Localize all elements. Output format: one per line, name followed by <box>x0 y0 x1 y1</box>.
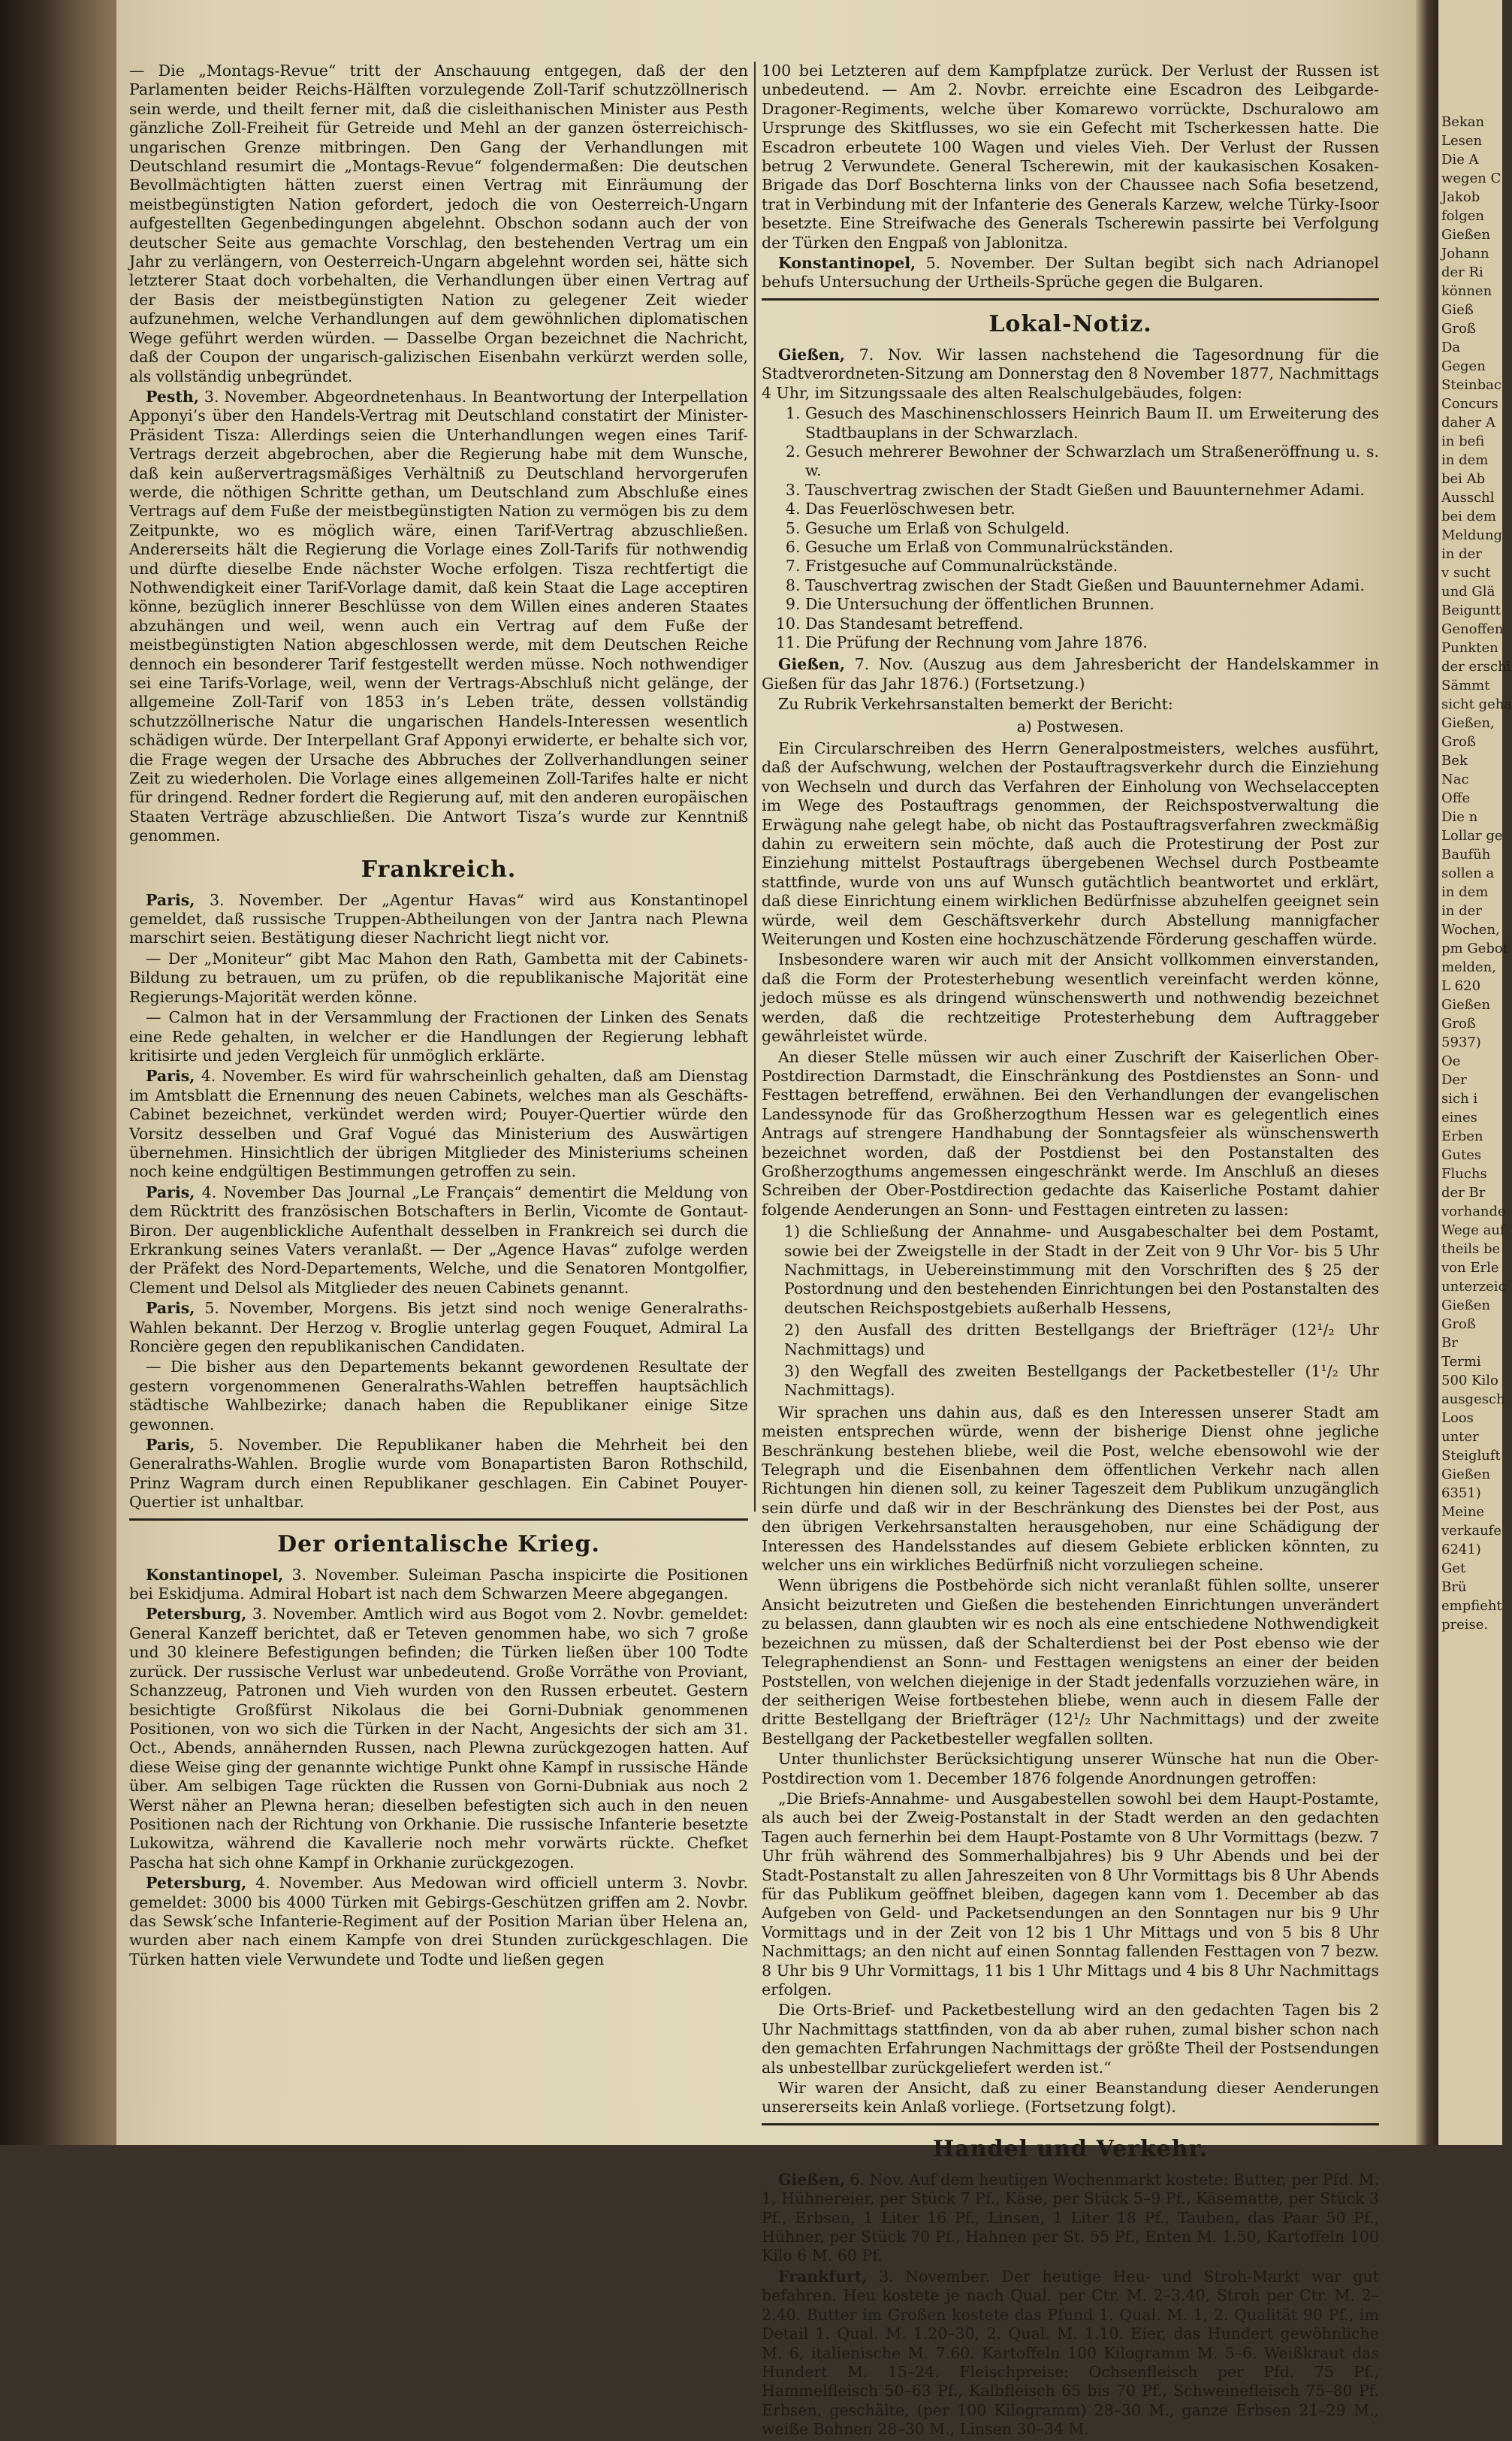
adjacent-page-fragment: können <box>1441 283 1492 299</box>
pesth-report <box>129 388 748 846</box>
adjacent-page-fragment: ausgesch <box>1441 1391 1505 1407</box>
adjacent-page-fragment: Lesen <box>1441 133 1483 149</box>
agenda-item: 7. Fristgesuche auf Communalrückstände. <box>805 557 1379 576</box>
adjacent-page-fragment: Get <box>1441 1560 1466 1576</box>
agenda-item: 4. Das Feuerlöschwesen betr. <box>805 500 1379 518</box>
adjacent-page-fragment: Brü <box>1441 1579 1467 1595</box>
agenda-item: 10. Das Standesamt betreffend. <box>805 615 1379 633</box>
dateline-place: Konstantinopel, <box>778 254 916 273</box>
adjacent-page-fragment: Wege auf <box>1441 1222 1505 1238</box>
dateline-place: Paris, <box>146 890 195 909</box>
adjacent-page-fragment: in befi <box>1441 434 1485 449</box>
dateline-place: Petersburg, <box>146 1874 247 1893</box>
adjacent-page-fragment: Genoffen <box>1441 621 1504 637</box>
adjacent-page-fragment: pm Gebot <box>1441 941 1508 956</box>
adjacent-page-fragment: 6241) <box>1441 1542 1481 1557</box>
paris-report-4 <box>129 1067 748 1181</box>
adjacent-page-fragment: Bekan <box>1441 114 1485 130</box>
adjacent-page-fragment: Die A <box>1441 152 1479 168</box>
dateline-place: Paris, <box>146 1299 195 1318</box>
adjacent-page-fragment: Gießen <box>1441 997 1491 1013</box>
adjacent-page-fragment: Meine <box>1441 1504 1485 1520</box>
adjacent-page-fragment: sicht geha <box>1441 696 1512 712</box>
post-sub-item: 2) den Ausfall des dritten Bestellgangs der Briefträger (12¹/₂ Uhr Nachmittags) und <box>784 1321 1379 1358</box>
adjacent-page-fragment: bei dem <box>1441 509 1496 524</box>
report-text: 3. November. Amtlich wird aus Bogot vom 2. Novbr. gemeldet: General Kanzeff berichtet, daß er Teteven genommen habe, wo sich 7 große und 30 kleinere Befestigungen befinden; die Türken ließen über 100 Todte zurück. Der russische Verlust war unbedeutend. Große Vorräthe von Proviant, Schanzzeug, Patronen und Vieh wurden von den Russen erbeutet. Gestern besichtigte Großfürst Nikolaus die bei Gorni-Dubniak genommenen Positionen, von wo sich die Türken in der Nacht, Angesichts der sich am 31. Oct., Abends, annähernden Russen, nach Plewna zurückgezogen hatten. Auf diese Weise ging der genannte wichtige Punkt ohne Kampf in russische Hände über. Am selbigen Tage rückten die Russen von Gorni-Dubniak aus noch 2 Werst näher an Plewna heran; dieselben befestigten sich auch in den neuen Positionen nach der Richtung von Orkhanie. Die russische Infanterie besetzte Lukowitza, während die Kavallerie noch mehr vorwärts rückte. Chefket Pascha hat sich ohne Kampf in Orkhanie zurückgezogen. <box>129 1605 748 1872</box>
adjacent-page-fragment: Gießen <box>1441 227 1491 243</box>
report-text: 3. November. Der „Agentur Havas“ wird aus Konstantinopel gemeldet, daß russische Truppen-Abtheilungen von der Jantra nach Plewna marschirt seien. Bestätigung dieser Nachricht liegt nicht vor. <box>129 890 748 947</box>
agenda-item: 3. Tauschvertrag zwischen der Stadt Gießen und Bauunternehmer Adami. <box>805 481 1379 500</box>
dateline-place: Paris, <box>146 1183 195 1201</box>
giessen-market-report <box>762 2171 1379 2266</box>
adjacent-page-fragment: Jakob <box>1441 189 1480 205</box>
adjacent-page-fragment: daher A <box>1441 415 1495 430</box>
adjacent-page-fragment: der erschi <box>1441 659 1511 675</box>
agenda-item: 2. Gesuch mehrerer Bewohner der Schwarzlach um Straßeneröffnung u. s. w. <box>805 443 1379 481</box>
adjacent-page-fragment: unterzeic <box>1441 1279 1506 1295</box>
adjacent-page-fragment: Nac <box>1441 772 1469 787</box>
dateline-place: Paris, <box>146 1067 195 1086</box>
subheading-postwesen: a) Postwesen. <box>1016 717 1124 736</box>
adjacent-page-fragment: Gießen <box>1441 1467 1491 1482</box>
paris-report-2: — Der „Moniteur“ gibt Mac Mahon den Rath, Gambetta mit der Cabinets-Bildung zu betrauen, um zu prüfen, ob die republikanische Majorität eine Regierungs-Majorität werden könne. <box>129 949 748 1006</box>
adjacent-page-fragment: Termi <box>1441 1354 1481 1370</box>
adjacent-page-fragment: Gießen <box>1441 1298 1491 1313</box>
adjacent-page-fragment: 500 Kilo <box>1441 1373 1498 1388</box>
dateline-place: Petersburg, <box>146 1605 247 1624</box>
adjacent-page-fragment: Sämmt <box>1441 678 1490 693</box>
post-paragraph-4: Wir sprachen uns dahin aus, daß es den Interessen unserer Stadt am meisten entsprechen würde, wenn der bisherige Dienst ohne jegliche Beschränkung bestehen bliebe, weil die Post, welche ebensowohl wie der Telegraph und die Eisenbahnen dem öffentlichen Verkehr nach allen Richtungen hin dienen soll, zu keiner Tageszeit dem Publikum unzugänglich sein dürfe und daß wir in der Beschränkung des Dienstes bei der Post, aus den übrigen Verkehrsanstalten herausgehoben, nur eine Schädigung der Interessen des Handelsstandes auf diesem Gebiete erblicken könnten, zu welcher uns ein wirkliches Bedürfniß nicht vorzuliegen scheine. <box>762 1403 1379 1575</box>
adjacent-page-fragment: Die n <box>1441 809 1478 825</box>
paris-report-5 <box>129 1183 748 1298</box>
paris-report-8 <box>129 1436 748 1512</box>
section-heading-local: Lokal-Notiz. <box>988 310 1152 337</box>
right-column <box>762 62 1379 2441</box>
report-text: 3. November. Suleiman Pascha inspicirte die Positionen bei Eskidjuma. Admiral Hobart ist nach dem Schwarzen Meere abgegangen. <box>129 1565 748 1603</box>
post-quote-2: Die Orts-Brief- und Packetbestellung wird an den gedachten Tagen bis 2 Uhr Nachmittags stattfinden, von da ab aber ruhen, zumal bisher schon nach den gemachten Erfahrungen Nachmittags der größte Theil der Postsendungen als unbestellbar zurückgeliefert werden ist.“ <box>762 2001 1379 2077</box>
report-text: 4. November Das Journal „Le Français“ dementirt die Meldung von dem Rücktritt des französischen Botschafters in Berlin, Vicomte de Gontaut-Biron. Der augenblickliche Aufenthalt desselben in Frankreich sei durch die Erkrankung seines Vaters veranlaßt. — Der „Agence Havas“ zufolge werden der Präfekt des Nord-Departements, Welche, und die Senatoren Montgolfier, Clement und Delsol als Mitglieder des neuen Cabinets genannt. <box>129 1183 748 1297</box>
adjacent-page-fragment: der Ri <box>1441 264 1483 280</box>
report-text: 7. Nov. (Auszug aus dem Jahresbericht der Handelskammer in Gießen für das Jahr 1876.) (Fortsetzung.) <box>762 655 1379 693</box>
chamber-report-intro <box>762 655 1379 693</box>
adjacent-page-fragment: preise. <box>1441 1617 1489 1633</box>
post-paragraph-5: Wenn übrigens die Postbehörde sich nicht veranlaßt fühlen sollte, unserer Ansicht beizutreten und Gießen die bestehenden Einrichtungen unverändert zu belassen, dann glaubten wir es noch als eine entschiedene Nothwendigkeit bezeichnen zu müssen, daß der Schalterdienst bei der Post ebenso wie der Telegraphendienst an Sonn- und Festtagen wenigstens an einer der beiden Poststellen, von welchen diejenige in der Stadt jedenfalls vorzuziehen wäre, in der seitherigen Weise fortbestehen bliebe, wenn auch in diesem Falle der dritte Bestellgang der Briefträger (12¹/₂ Uhr Nachmittags) und der zweite Bestellgang der Packetbesteller wegfallen sollten. <box>762 1576 1379 1748</box>
adjacent-page-fragment: verkaufe <box>1441 1523 1501 1539</box>
council-agenda-intro <box>762 346 1379 403</box>
post-sub-item: 3) den Wegfall des zweiten Bestellgangs der Packetbesteller (1¹/₂ Uhr Nachmittags). <box>784 1362 1379 1400</box>
agenda-item: 11. Die Prüfung der Rechnung vom Jahre 1876. <box>805 633 1379 652</box>
adjacent-page-fragment: Oe <box>1441 1053 1461 1069</box>
agenda-item: 9. Die Untersuchung der öffentlichen Brunnen. <box>805 595 1379 614</box>
adjacent-page-fragment: vorhande <box>1441 1204 1506 1219</box>
adjacent-page-fragment: Gegen <box>1441 358 1486 374</box>
adjacent-page-fragment: theils be <box>1441 1241 1501 1257</box>
adjacent-page-edge <box>1438 0 1512 2145</box>
adjacent-page-fragment: in der <box>1441 546 1482 562</box>
dateline-place: Konstantinopel, <box>146 1565 284 1584</box>
adjacent-page-fragment: melden, <box>1441 959 1496 975</box>
agenda-list <box>762 404 1379 652</box>
report-text: 7. Nov. Wir lassen nachstehend die Tagesordnung für die Stadtverordneten-Sitzung am Donnerstag den 8 November 1877, Nachmittags 4 Uhr, im Sitzungssaale des alten Realschulgebäudes, folgen: <box>762 345 1379 402</box>
post-sub-item: 1) die Schließung der Annahme- und Ausgabeschalter bei dem Postamt, sowie bei der Zweigstelle in der Stadt in der Zeit von 9 Uhr Vor- bis 5 Uhr Nachmittags, in Uebereinstimmung mit den Vorschriften des § 25 der Postordnung und den bestehenden Einrichtungen bei den Postanstalten des deutschen Reichspostgebiets außerhalb Hessens, <box>784 1222 1379 1317</box>
agenda-item: 6. Gesuche um Erlaß von Communalrückständen. <box>805 538 1379 557</box>
report-text: 3. November. Abgeordnetenhaus. In Beantwortung der Interpellation Apponyi’s über den Handels-Vertrag mit Deutschland constatirt der Minister-Präsident Tisza: Allerdings seien die Unterhandlungen wegen eines Tarif-Vertrags derzeit abgebrochen, aber die Regierung habe mit dem Wunsche, daß kein außervertragsmäßiges Verhältniß zu Deutschland hervorgerufen werde, die nöthigen Schritte gethan, um Deutschland zum Abschluße eines Vertrags auf dem Fuße der meistbegünstigten Nation zu vermögen bis zu dem Zeitpunkte, wo es möglich wäre, einen Tarif-Vertrag abzuschließen. Andererseits hält die Regierung die Vorlage eines Zoll-Tarifs für nothwendig und dürfte dieselbe Ende nächster Woche erfolgen. Tisza rechtfertigt die Nothwendigkeit einer Tarif-Vorlage damit, daß kein Staat die Lage acceptiren könne, bezüglich innerer Beschlüsse von dem Willen eines anderen Staates abzuhängen und weil, wenn auch ein Vertrag auf dem Fuße der meistbegünstigten Nation abgeschlossen werde, mit dem Deutschen Reiche dennoch ein besonderer Tarif festgestellt werden müsse. Noch nothwendiger sei eine Tarifs-Vorlage, weil, wenn der Vertrags-Abschluß nicht gelänge, der allgemeine Zoll-Tarif von 1853 in’s Leben träte, dessen vollständig schutzzöllnerische Natur die ungarischen Handels-Interessen wesentlich schädigen würde. Der Interpellant Graf Apponyi erwiderte, er behalte sich vor, die Frage wegen der Ursache des Abbruches der Zollverhandlungen seiner Zeit zu wiederholen. Die Vorlage eines allgemeinen Zoll-Tarifes halte er nicht für dringend. Redner fordert die Regierung auf, mit den anderen europäischen Staaten Verträge abzuschließen. Die Antwort Tisza’s wurde zur Kenntniß genommen. <box>129 387 748 845</box>
adjacent-page-fragment: Erben <box>1441 1128 1483 1144</box>
section-divider <box>762 298 1379 301</box>
post-quote-1: „Die Briefs-Annahme- und Ausgabestellen sowohl bei dem Haupt-Postamte, als auch bei der Zweig-Postanstalt in der Stadt werden an den gedachten Tagen auch fernerhin bei dem Haupt-Postamte von 8 Uhr Vormittags (bezw. 7 Uhr früh während des Sommerhalbjahres) bis 9 Uhr Abends und bei der Stadt-Postanstalt zu allen Jahreszeiten von 8 Uhr Vormittags bis 8 Uhr Abends für das Publikum geöffnet bleiben, dagegen kann vom 1. December ab das Aufgeben von Geld- und Packetsendungen an den Sonntagen nur bis 9 Uhr Vormittags und in der Zeit von 12 bis 1 Uhr Mittags und von 5 bis 8 Uhr Nachmittags; an den nicht auf einen Sonntag fallenden Festtagen von 7 bezw. 8 Uhr bis 9 Uhr Vormittags, 11 bis 1 Uhr Mittags und 4 bis 8 Uhr Nachmittags erfolgen. <box>762 1789 1379 1998</box>
paris-report-3: — Calmon hat in der Versammlung der Fractionen der Linken des Senats eine Rede gehalten, in welcher er die Handlungen der Regierung lebhaft kritisirte und jeden Vergleich für unmöglich erklärte. <box>129 1008 748 1065</box>
adjacent-page-fragment: und Glä <box>1441 584 1495 600</box>
adjacent-page-fragment: Beiguntt <box>1441 603 1501 618</box>
adjacent-page-fragment: Gieß <box>1441 302 1474 318</box>
montags-revue-paragraph: — Die „Montags-Revue“ tritt der Anschauung entgegen, daß der den Parlamenten beider Reichs-Hälften vorzulegende Zoll-Tarif schutzzöllnerisch sein werde, und theilt ferner mit, daß die cisleithanischen Minister aus Pesth gänzliche Zoll-Freiheit für Getreide und Mehl an der ganzen österreichisch-ungarischen Grenze mitbringen. Den Gang der Verhandlungen mit Deutschland resumirt die „Montags-Revue“ folgendermaßen: Die deutschen Bevollmächtigten hätten zuerst einen Vertrag mit Einräumung der meistbegünstigten Nation gefordert, jedoch die von Oesterreich-Ungarn aufgestellten Gegenbedingungen abgelehnt. Obschon sodann auch der von deutscher Seite aus gemachte Vorschlag, den bestehenden Vertrag um ein Jahr zu verlängern, von Oesterreich-Ungarn abgelehnt worden sei, hätte sich letzterer Staat doch vorbehalten, die Verhandlungen über einen Vertrag auf der Basis der meistbegünstigten Nation zu gelegener Zeit wieder aufzunehmen, welche Verhandlungen auf dem gewöhnlichen diplomatischen Wege geführt werden würden. — Dasselbe Organ bezeichnet die Nachricht, daß der Coupon der ungarisch-galizischen Eisenbahn verkürzt werden solle, als vollständig unbegründet. <box>129 62 748 385</box>
paris-report-7: — Die bisher aus den Departements bekannt gewordenen Resultate der gestern vorgenommenen Generalraths-Wahlen betreffen hauptsächlich städtische Wahlbezirke; danach haben die Republikaner einige Sitze gewonnen. <box>129 1358 748 1433</box>
constantinople-report-2 <box>762 254 1379 292</box>
adjacent-page-fragment: von Erle <box>1441 1260 1499 1276</box>
adjacent-page-fragment: Gutes <box>1441 1147 1482 1163</box>
adjacent-page-fragment: Groß <box>1441 321 1476 337</box>
adjacent-page-fragment: Ausschl <box>1441 490 1495 506</box>
adjacent-page-fragment: in dem <box>1441 884 1489 900</box>
adjacent-page-fragment: v sucht <box>1441 565 1491 581</box>
post-paragraph-7: Wir waren der Ansicht, daß zu einer Beanstandung dieser Aenderungen unsererseits kein Anlaß vorliege. (Fortsetzung folgt). <box>762 2079 1379 2116</box>
adjacent-page-fragment: Steinbac <box>1441 377 1501 393</box>
adjacent-page-fragment: Da <box>1441 340 1461 355</box>
report-text: 6. Nov. Auf dem heutigen Wochenmarkt kostete: Butter, per Pfd. M. 1, Hühnereier, per Stück 7 Pf., Käse, per Stück 5–9 Pf., Käsematte, per Stück 3 Pf., Erbsen, 1 Liter 16 Pf., Linsen, 1 Liter 18 Pf., Tauben, das Paar 50 Pf., Hühner, per Stück 70 Pf., Hahnen per St. 55 Pf., Enten M. 1.50, Kartoffeln 100 Kilo 6 M. 60 Pf. <box>762 2170 1379 2265</box>
adjacent-page-fragment: 6351) <box>1441 1485 1481 1501</box>
post-paragraph-6: Unter thunlichster Berücksichtigung unserer Wünsche hat nun die Ober-Postdirection vom 1. December 1876 folgende Anordnungen getroffen: <box>762 1750 1379 1787</box>
adjacent-page-fragment: folgen <box>1441 208 1485 224</box>
adjacent-page-fragment: der Br <box>1441 1185 1486 1201</box>
adjacent-page-fragment: Baufüh <box>1441 847 1491 863</box>
paris-report-6 <box>129 1299 748 1356</box>
section-divider <box>129 1518 748 1521</box>
adjacent-page-fragment: wegen C <box>1441 171 1501 186</box>
section-heading-trade: Handel und Verkehr. <box>932 2135 1209 2162</box>
adjacent-page-fragment: Johann <box>1441 246 1489 261</box>
adjacent-page-fragment: Der <box>1441 1072 1467 1088</box>
rubric-line: Zu Rubrik Verkehrsanstalten bemerkt der Bericht: <box>778 695 1173 714</box>
post-paragraph-1: Ein Circularschreiben des Herrn Generalpostmeisters, welches ausführt, daß der Aufschwung, welchen der Postauftragsverkehr durch die Einziehung von Wechseln und durch das Verfahren der Einholung von Wechselaccepten im Wege des Postauftrags genommen, der Reichspostverwaltung die Erwägung nahe gelegt habe, ob nicht das Postauftragsverfahren zweckmäßig dahin zu erweitern sein möchte, daß auch die Protestirung der Post zur Einziehung mittelst Postauftrags übergebenen Wechsel durch Postbeamte stattfinde, wurde von uns auf Wunsch gutächtlich beantwortet und erklärt, daß diese Einrichtung einem wirklichen Bedürfnisse abzuhelfen geeignet sein würde, weil dem Geschäftsverkehr durch Abstellung mannigfacher Weiterungen und Kosten eine hochzuschätzende Förderung geschaffen würde. <box>762 739 1379 949</box>
adjacent-page-fragment: Br <box>1441 1335 1458 1351</box>
adjacent-page-fragment: Gießen, <box>1441 715 1495 731</box>
adjacent-page-fragment: sich i <box>1441 1091 1478 1107</box>
adjacent-page-fragment: in dem <box>1441 452 1489 468</box>
adjacent-page-fragment: Meldung <box>1441 527 1503 543</box>
dateline-place: Frankfurt, <box>778 2267 868 2285</box>
report-text: 4. November. Es wird für wahrscheinlich gehalten, daß am Dienstag im Amtsblatt die Ernennung des neuen Cabinets, welches man als Geschäfts-Cabinet bezeichnet, verkündet werden wird; Pouyer-Quertier würde den Vorsitz desselben und Graf Vogué das Ministerium des Auswärtigen übernehmen. Hinsichtlich der übrigen Mitglieder des Ministeriums scheinen noch keine endgültigen Bestimmungen getroffen zu sein. <box>129 1067 748 1181</box>
report-text: 5. November. Die Republikaner haben die Mehrheit bei den Generalraths-Wahlen. Broglie wurde vom Bonapartisten Baron Rothschild, Prinz Wagram durch einen Republikaner geschlagen. Ein Cabinet Pouyer-Quertier ist unhaltbar. <box>129 1436 748 1512</box>
report-text: 5. November. Der Sultan begibt sich nach Adrianopel behufs Untersuchung der Urtheils-Sprüche gegen die Bulgaren. <box>762 254 1379 292</box>
petersburg-report-1 <box>129 1605 748 1872</box>
adjacent-page-fragment: Punkten <box>1441 640 1498 656</box>
report-text: 4. November. Aus Medowan wird officiell unterm 3. Novbr. gemeldet: 3000 bis 4000 Türken mit Gebirgs-Geschützen griffen am 2. Novbr. das Sewsk’sche Infanterie-Regiment auf der Position Marian über Helena an, wurden aber nach einem Kampfe von drei Stunden zurückgeschlagen. Die Türken hatten viele Verwundete und Todte und ließen gegen <box>129 1874 748 1968</box>
report-text: 3. November. Der heutige Heu- und Stroh-Markt war gut befahren. Heu kostete je nach Qual. per Ctr. M. 2–3.40, Stroh per Ctr. M. 2–2.40. Butter im Großen kostete das Pfund 1. Qual. M. 1, 2. Qualität 90 Pf., im Detail 1. Qual. M. 1.20–30, 2. Qual. M. 1.10. Eier, das Hundert gewöhnliche M. 6, italienische M. 7.60. Kartoffeln 100 Kilogramm M. 5–6. Weißkraut das Hundert M. 15–24. Fleischpreise: Ochsenfleisch per Pfd. 75 Pf., Hammelfleisch 50–63 Pf., Kalbfleisch 65 bis 70 Pf., Schweinefleisch 75–80 Pf. Erbsen, geschälte, (per 100 Kilogramm) 28–30 M., ganze Erbsen 21–29 M., weiße Bohnen 28–30 M., Linsen 30–34 M. <box>762 2267 1379 2439</box>
section-heading-france: Frankreich. <box>361 856 517 883</box>
paris-report-1 <box>129 891 748 948</box>
adjacent-page-fragment: Bek <box>1441 753 1468 769</box>
left-column <box>129 62 748 1971</box>
post-paragraph-2: Insbesondere waren wir auch mit der Ansicht vollkommen einverstanden, daß die Form der Protesterhebung wesentlich vereinfacht werden könne, jedoch müsse es als dringend wünschenswerth und nothwendig bezeichnet werden, daß die rechtzeitige Protesterhebung dem Auftraggeber gewährleistet würde. <box>762 950 1379 1046</box>
adjacent-page-text <box>1438 0 1512 1634</box>
adjacent-page-fragment: Lollar ge <box>1441 828 1503 844</box>
dateline-place: Gießen, <box>778 655 845 674</box>
adjacent-page-fragment: Loos <box>1441 1410 1474 1426</box>
page-gutter <box>1416 0 1438 2145</box>
agenda-item: 5. Gesuche um Erlaß von Schulgeld. <box>805 519 1379 538</box>
adjacent-page-fragment: in der <box>1441 903 1482 919</box>
book-spine <box>0 0 116 2145</box>
agenda-item: 8. Tauschvertrag zwischen der Stadt Gießen und Bauunternehmer Adami. <box>805 576 1379 595</box>
adjacent-page-fragment: bei Ab <box>1441 471 1486 487</box>
adjacent-page-fragment: 5937) <box>1441 1035 1481 1050</box>
adjacent-page-fragment: Groß <box>1441 734 1476 750</box>
adjacent-page-fragment: empfieht <box>1441 1598 1502 1614</box>
adjacent-page-fragment: unter <box>1441 1429 1479 1445</box>
adjacent-page-fragment: eines <box>1441 1110 1477 1125</box>
war-continuation: 100 bei Letzteren auf dem Kampfplatze zurück. Der Verlust der Russen ist unbedeutend. — Am 2. Novbr. erreichte eine Escadron des Leibgarde-Dragoner-Regiments, welche über Komarewo vorrückte, Dschuralowo am Ursprunge des Skitflusses, wo sie ein Gefecht mit Tscherkessen hatte. Die Escadron erbeutete 100 Wagen und vieles Vieh. Der Verlust der Russen betrug 2 Verwundete. General Tscherewin, mit der kaukasischen Kosaken-Brigade das Dorf Boschterna links von der Chaussee nach Sofia besetzend, trat in Verbindung mit der Infanterie des Generals Karzew, welche Türky-Isoor besetzte. Eine Streifwache des Generals Tscherewin passirte bei Verfolgung der Türken den Engpaß von Jablonitza. <box>762 62 1379 252</box>
dateline-place: Paris, <box>146 1436 195 1455</box>
post-paragraph-3: An dieser Stelle müssen wir auch einer Zuschrift der Kaiserlichen Ober-Postdirection Darmstadt, die Einschränkung des Postdienstes an Sonn- und Festtagen betreffend, erwähnen. Bei den Verhandlungen der evangelischen Landessynode für das Großherzogthum Hessen war es gelegentlich eines Antrags auf strengere Handhabung der Sonntagsfeier als wünschenswerth bezeichnet worden, daß der Postdienst bei den Postanstalten des Großherzogthums angemessen eingeschränkt werde. Im Anschluß an dieses Schreiben der Ober-Postdirection gedachte das Kaiserliche Postamt dahier folgende Aenderungen an Sonn- und Festtagen eintreten zu lassen: <box>762 1047 1379 1219</box>
adjacent-page-fragment: Steigluft <box>1441 1448 1501 1464</box>
adjacent-page-fragment: Groß <box>1441 1316 1476 1332</box>
dateline-place: Pesth, <box>146 387 199 406</box>
constantinople-report <box>129 1566 748 1604</box>
adjacent-page-fragment: L 620 <box>1441 978 1481 994</box>
adjacent-page-fragment: sollen a <box>1441 866 1495 881</box>
adjacent-page-fragment: Wochen, <box>1441 922 1500 938</box>
column-rule <box>754 62 756 1512</box>
section-divider <box>762 2123 1379 2125</box>
report-text: 5. November, Morgens. Bis jetzt sind noch wenige Generalraths-Wahlen bekannt. Der Herzog v. Broglie unterlag gegen Fouquet, Admiral La Roncière gegen den republikanischen Candidaten. <box>129 1299 748 1355</box>
dateline-place: Gießen, <box>778 2170 845 2189</box>
adjacent-page-fragment: Fluchs <box>1441 1166 1487 1182</box>
adjacent-page-fragment: Offe <box>1441 790 1471 806</box>
petersburg-report-2 <box>129 1874 748 1969</box>
agenda-item: 1. Gesuch des Maschinenschlossers Heinrich Baum II. um Erweiterung des Stadtbauplans in der Schwarzlach. <box>805 404 1379 443</box>
dateline-place: Gießen, <box>778 345 845 364</box>
adjacent-page-fragment: Concurs <box>1441 396 1498 412</box>
frankfurt-market-report <box>762 2267 1379 2439</box>
adjacent-page-fragment: Groß <box>1441 1016 1476 1032</box>
section-heading-war: Der orientalische Krieg. <box>277 1530 600 1557</box>
